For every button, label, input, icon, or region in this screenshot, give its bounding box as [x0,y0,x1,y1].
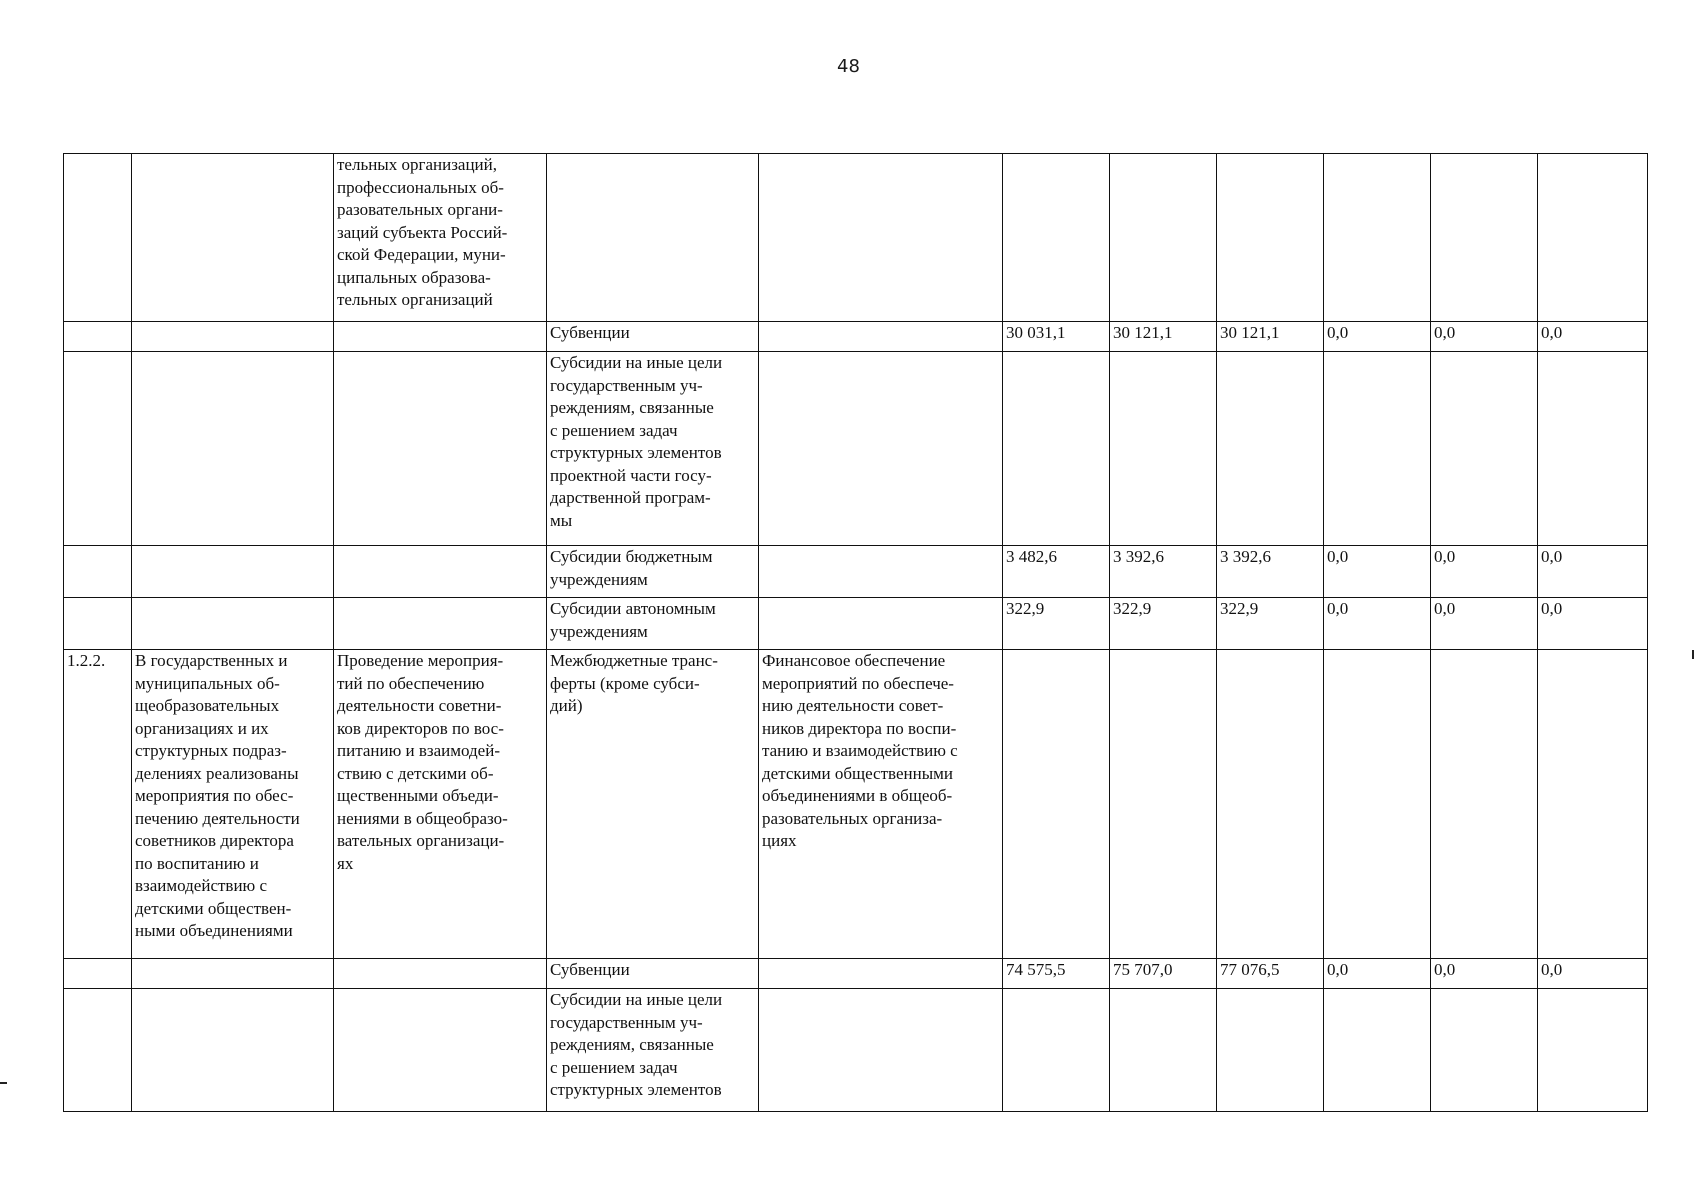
cell-value-5: 0,0 [1431,959,1538,989]
cell-value-2 [1110,650,1217,959]
cell-description [759,598,1003,650]
cell-value-2: 75 707,0 [1110,959,1217,989]
cell-value-3: 3 392,6 [1217,546,1324,598]
cell-value-5: 0,0 [1431,322,1538,352]
cell-result [132,322,334,352]
cell-number [64,546,132,598]
cell-value-4: 0,0 [1324,598,1431,650]
cell-expense-type: Субсидии бюджетным учреждениям [547,546,759,598]
cell-value-5 [1431,650,1538,959]
cell-activity [334,989,547,1112]
cell-result [132,598,334,650]
cell-activity [334,322,547,352]
cell-value-5 [1431,154,1538,322]
cell-activity [334,352,547,546]
cell-number [64,959,132,989]
cell-value-6 [1538,989,1648,1112]
cell-activity [334,959,547,989]
cell-expense-type: Межбюджетные транс- ферты (кроме субси- дий) [547,650,759,959]
scan-artifact-mark [1692,650,1694,659]
table-row [64,322,1648,352]
cell-value-6 [1538,154,1648,322]
budget-table [63,153,1648,1112]
cell-value-2: 322,9 [1110,598,1217,650]
cell-value-1 [1003,154,1110,322]
cell-value-5: 0,0 [1431,546,1538,598]
table-row [64,546,1648,598]
cell-description [759,322,1003,352]
cell-value-4: 0,0 [1324,959,1431,989]
cell-value-2 [1110,352,1217,546]
cell-expense-type: Субсидии автономным учреждениям [547,598,759,650]
cell-result [132,352,334,546]
cell-value-3 [1217,989,1324,1112]
cell-value-6 [1538,352,1648,546]
cell-value-2: 30 121,1 [1110,322,1217,352]
cell-value-6: 0,0 [1538,959,1648,989]
cell-value-1 [1003,989,1110,1112]
cell-value-3 [1217,650,1324,959]
cell-value-6 [1538,650,1648,959]
cell-number: 1.2.2. [64,650,132,959]
cell-value-5 [1431,989,1538,1112]
cell-value-4 [1324,352,1431,546]
cell-number [64,352,132,546]
cell-value-4: 0,0 [1324,546,1431,598]
table-row [64,650,1648,959]
cell-result [132,154,334,322]
cell-description [759,959,1003,989]
cell-value-3 [1217,154,1324,322]
cell-value-6: 0,0 [1538,322,1648,352]
cell-number [64,322,132,352]
table-row [64,154,1648,322]
cell-result [132,989,334,1112]
cell-value-3: 322,9 [1217,598,1324,650]
cell-result: В государственных и муниципальных об- щеобразовательных организациях и их структурных подраз- делениях реализованы мероприятия по обес- печению деятельности советников директора по воспитанию и взаимодействию с детскими обществен- ными объединениями [132,650,334,959]
cell-value-3: 77 076,5 [1217,959,1324,989]
cell-activity [334,598,547,650]
cell-result [132,959,334,989]
cell-expense-type: Субсидии на иные цели государственным уч- реждениям, связанные с решением задач структурных элементов [547,989,759,1112]
cell-expense-type [547,154,759,322]
cell-value-1 [1003,352,1110,546]
cell-number [64,598,132,650]
cell-description [759,352,1003,546]
cell-value-6: 0,0 [1538,546,1648,598]
cell-description: Финансовое обеспечение мероприятий по обеспече- нию деятельности совет- ников директора по воспи- танию и взаимодействию с детскими общественными объединениями в общеоб- разовательных организа- циях [759,650,1003,959]
cell-expense-type: Субсидии на иные цели государственным уч- реждениям, связанные с решением задач структурных элементов проектной части госу- дарственной програм- мы [547,352,759,546]
table-row [64,598,1648,650]
scan-artifact-mark [0,1082,7,1084]
cell-value-4 [1324,989,1431,1112]
cell-value-2 [1110,989,1217,1112]
cell-expense-type: Субвенции [547,959,759,989]
cell-result [132,546,334,598]
cell-value-3 [1217,352,1324,546]
cell-value-2 [1110,154,1217,322]
page-number: 48 [837,56,860,77]
cell-description [759,989,1003,1112]
cell-description [759,546,1003,598]
cell-activity: тельных организаций, профессиональных об- разовательных органи- заций субъекта Россий- ской Федерации, муни- ципальных образова- тельных организаций [334,154,547,322]
cell-value-6: 0,0 [1538,598,1648,650]
table-row [64,959,1648,989]
cell-value-1 [1003,650,1110,959]
cell-number [64,989,132,1112]
cell-value-3: 30 121,1 [1217,322,1324,352]
cell-value-1: 74 575,5 [1003,959,1110,989]
cell-value-4 [1324,650,1431,959]
cell-value-1: 322,9 [1003,598,1110,650]
table-row [64,352,1648,546]
cell-value-4 [1324,154,1431,322]
cell-value-1: 3 482,6 [1003,546,1110,598]
cell-value-1: 30 031,1 [1003,322,1110,352]
cell-value-2: 3 392,6 [1110,546,1217,598]
cell-expense-type: Субвенции [547,322,759,352]
cell-number [64,154,132,322]
cell-description [759,154,1003,322]
cell-activity [334,546,547,598]
cell-value-4: 0,0 [1324,322,1431,352]
cell-value-5: 0,0 [1431,598,1538,650]
table-row [64,989,1648,1112]
cell-activity: Проведение мероприя- тий по обеспечению деятельности советни- ков директоров по вос- питанию и взаимодей- ствию с детскими об- щественными объеди- нениями в общеобразо- вательных организаци- ях [334,650,547,959]
cell-value-5 [1431,352,1538,546]
